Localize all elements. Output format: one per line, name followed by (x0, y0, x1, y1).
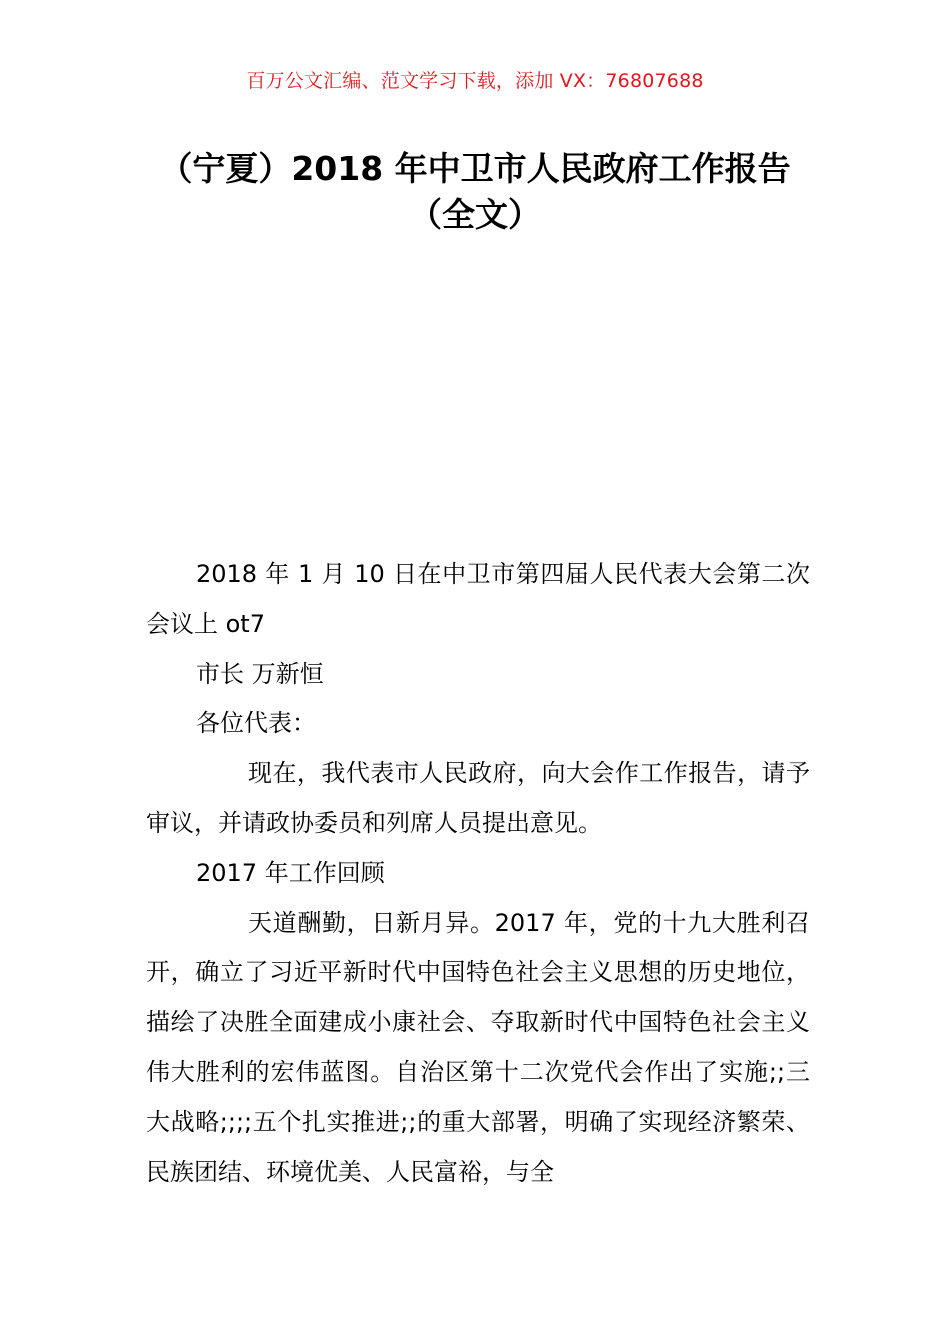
speaker-line: 市长 万新恒 (196, 659, 324, 688)
header-note: 百万公文汇编、范文学习下载，添加 VX：76807688 (246, 70, 704, 92)
section-heading: 2017 年工作回顾 (196, 858, 385, 887)
review-paragraph: 天道酬勤，日新月异。2017 年，党的十九大胜利召开，确立了习近平新时代中国特色社会主义思想的历史地位，描绘了决胜全面建成小康社会、夺取新时代中国特色社会主义伟大胜利的宏伟蓝图。自治区第十二次党代会作出了实施;;三大战略;;;;五个扎实推进;;的重大部署，明确了实现经济繁荣、民族团结、环境优美、人民富裕，与全 (146, 908, 810, 1186)
meeting-info-paragraph: 2018 年 1 月 10 日在中卫市第四届人民代表大会第二次会议上 ot7 (146, 560, 810, 638)
document-title (120, 146, 830, 238)
title-line-1: （宁夏）2018 年中卫市人民政府工作报告 (159, 149, 791, 188)
salutation-line: 各位代表： (196, 709, 316, 738)
document-body (146, 550, 810, 1197)
opening-paragraph: 现在，我代表市人民政府，向大会作工作报告，请予审议，并请政协委员和列席人员提出意见。 (146, 759, 810, 837)
title-line-2: （全文） (409, 195, 541, 234)
